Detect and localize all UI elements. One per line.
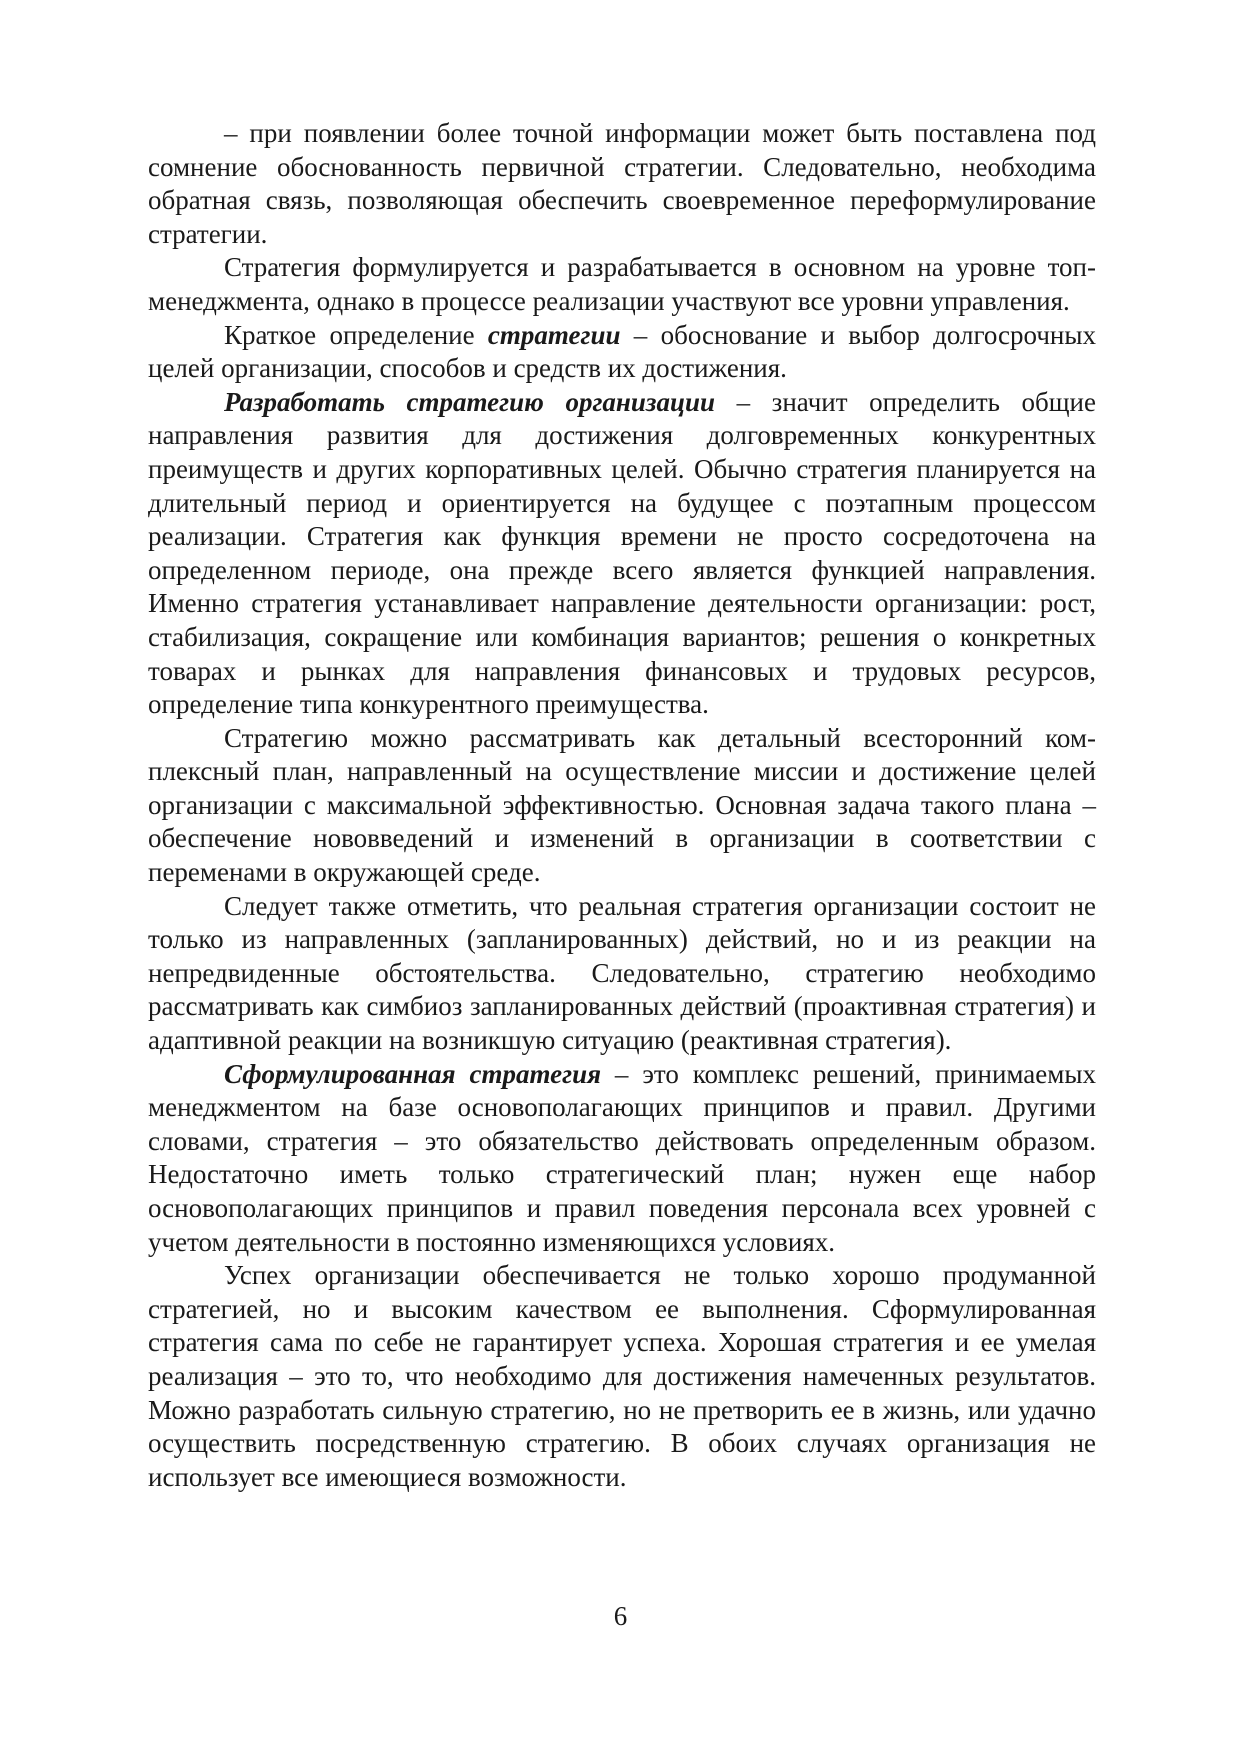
term-strategy: стратегии	[487, 319, 621, 350]
paragraph-6	[148, 890, 1096, 1058]
paragraph-8	[148, 1259, 1096, 1494]
body-text	[148, 117, 1096, 1494]
paragraph-1-text: – при появлении более точной информации может быть поставлена под сомнение обоснованность первичной стратегии. Следовательно, необходима обратная связь, позволяющая обеспечить своевременное переформулирование стратегии.	[148, 118, 1096, 249]
term-formulated-strategy: Сформулированная стратегия	[224, 1058, 601, 1089]
paragraph-1	[148, 117, 1096, 251]
paragraph-4-text-after: – значит определить общие направления развития для достижения долговременных конкурентных преимуществ и других корпоративных целей. Обычно стратегия планируется на длительный период и ориентируется на будущее с поэтапным процессом реализации. Стратегия как функция времени не просто сосредоточена на определенном периоде, она прежде всего является функцией направления. Именно стратегия устанавливает направление деятельности организации: рост, стабилизация, сокращение или комбинация вариантов; решения о конкретных товарах и рынках для направления финансовых и трудовых ресурсов, определение типа конкурентного преимущества.	[148, 386, 1096, 720]
paragraph-3-text-before: Краткое определение	[224, 319, 488, 350]
paragraph-2	[148, 251, 1096, 318]
paragraph-6-text: Следует также отметить, что реальная стратегия организации состоит не только из направленных (запланированных) действий, но и из реакции на непредвиденные обстоятельства. Следовательно, стратегию необходимо рассматривать как симбиоз запланированных действий (проактивная стратегия) и адаптивной реакции на возникшую ситуацию (реактивная стратегия).	[148, 890, 1096, 1056]
paragraph-7	[148, 1058, 1096, 1260]
paragraph-3-text-after: – обоснование и выбор долгосрочных целей организации, способов и средств их достижения.	[148, 319, 1097, 384]
paragraph-4	[148, 386, 1096, 722]
paragraph-3	[148, 319, 1096, 386]
term-develop-strategy: Разработать стратегию организации	[224, 386, 715, 417]
paragraph-5	[148, 722, 1096, 890]
paragraph-7-text-after: – это комплекс решений, принимаемых менеджментом на базе основополагающих принципов и правил. Другими словами, стратегия – это обязательство действовать определенным образом. Недостаточно иметь только стратегический план; нужен еще набор основополагающих принципов и правил поведения персонала всех уровней с учетом деятельности в постоянно изменяющихся условиях.	[148, 1058, 1097, 1257]
paragraph-2-text: Стратегия формулируется и разрабатывается в основном на уровне топ-менеджмента, однако в процессе реализации участвуют все уровни управления.	[148, 252, 1096, 316]
paragraph-8-text: Успех организации обеспечивается не только хорошо продуманной стратегией, но и высоким качеством ее выполнения. Сформулированная стратегия сама по себе не гарантирует успеха. Хорошая стратегия и ее умелая реализация – это то, что необходимо для достижения намеченных результатов. Можно разработать сильную стратегию, но не претворить ее в жизнь, или удачно осуществить посредственную стратегию. В обоих случаях организация не использует все имеющиеся возможности.	[148, 1260, 1096, 1492]
page-number: 6	[613, 1601, 628, 1631]
paragraph-5-text: Стратегию можно рассматривать как детальный всесторонний комплексный план, направленный на осуществление миссии и достижение целей организации с максимальной эффективностью. Основная задача такого плана – обеспечение нововведений и изменений в организации в соответствии с переменами в окружающей среде.	[148, 722, 1096, 888]
